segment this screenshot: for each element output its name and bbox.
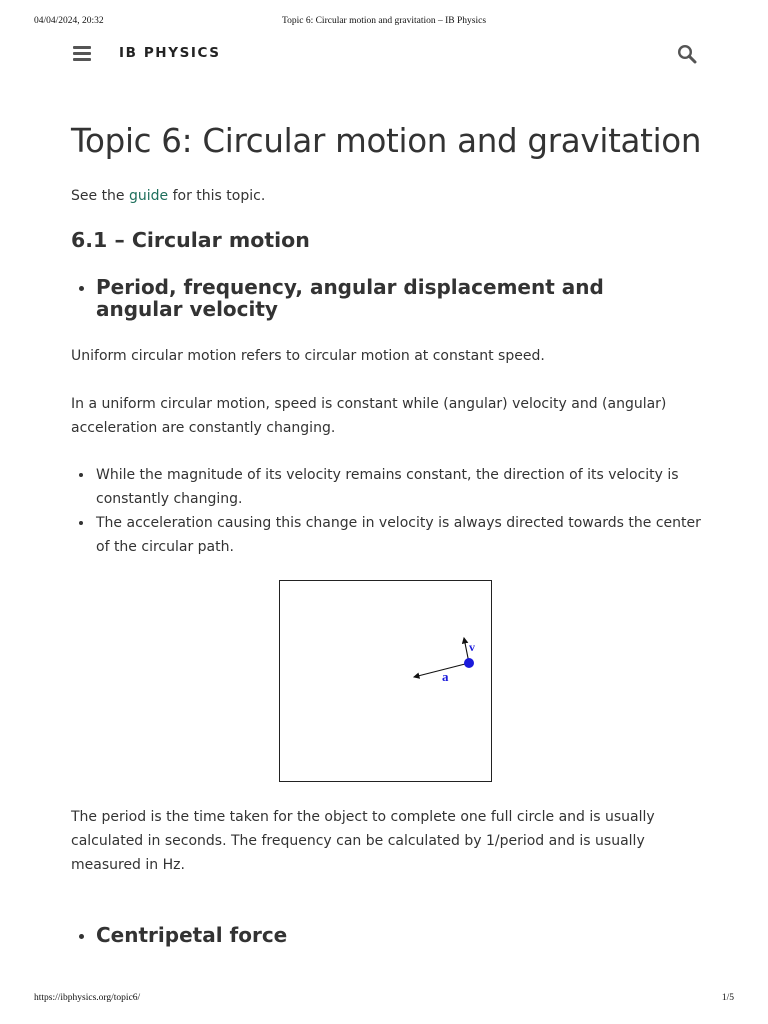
- subsection-heading: Centripetal force: [96, 924, 676, 946]
- print-footer: [0, 993, 768, 1007]
- intro-text-before: See the: [71, 188, 129, 204]
- print-datetime: 04/04/2024, 20:32: [34, 16, 104, 26]
- list-item: The acceleration causing this change in velocity is always directed towards the center of the circular path.: [96, 511, 701, 559]
- print-url: https://ibphysics.org/topic6/: [34, 993, 141, 1003]
- subsection-list: [71, 924, 676, 946]
- site-header: [0, 38, 768, 70]
- guide-link[interactable]: guide: [129, 188, 169, 204]
- site-title-link[interactable]: IB PHYSICS: [119, 45, 221, 61]
- print-header: [0, 16, 768, 30]
- print-page-count: 1/5: [721, 993, 734, 1003]
- paragraph: In a uniform circular motion, speed is constant while (angular) velocity and (angular) acceleration are constantly changing.: [71, 396, 667, 436]
- print-page-title: Topic 6: Circular motion and gravitation – IB Physics: [281, 16, 487, 26]
- circular-motion-figure: [279, 580, 492, 782]
- subsection-list: [71, 276, 676, 320]
- paragraph: Uniform circular motion refers to circular motion at constant speed.: [71, 348, 545, 364]
- search-icon[interactable]: [677, 44, 697, 64]
- velocity-label: v: [469, 640, 475, 654]
- moving-object: [464, 658, 474, 668]
- intro-paragraph: [71, 184, 265, 208]
- paragraph: The period is the time taken for the object to complete one full circle and is usually calculated in seconds. The frequency can be calculated by 1/period and is usually measured in Hz.: [71, 809, 655, 873]
- page-title: Topic 6: Circular motion and gravitation: [71, 122, 702, 160]
- subsection-heading: Period, frequency, angular displacement and angular velocity: [96, 276, 676, 320]
- bullet-list: [71, 463, 701, 559]
- acceleration-label: a: [442, 669, 449, 684]
- circular-motion-diagram: [280, 581, 491, 781]
- section-heading: 6.1 – Circular motion: [71, 228, 310, 252]
- hamburger-menu-icon[interactable]: [73, 46, 91, 60]
- intro-text-after: for this topic.: [168, 188, 266, 204]
- list-item: While the magnitude of its velocity remains constant, the direction of its velocity is constantly changing.: [96, 463, 701, 511]
